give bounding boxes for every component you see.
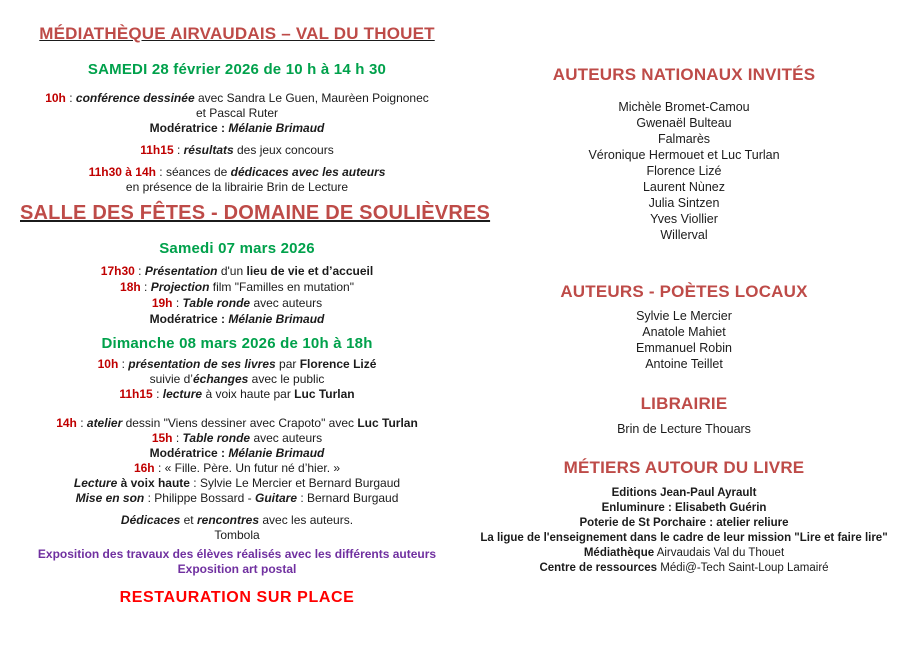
text-segment: Exposition des travaux des élèves réalisés avec les différents auteurs bbox=[37, 547, 437, 561]
text-segment: RESTAURATION SUR PLACE bbox=[119, 589, 355, 606]
schedule-line bbox=[20, 143, 454, 158]
text-segment: rencontres bbox=[196, 513, 260, 527]
section-heading-auteurs-nationaux bbox=[462, 64, 906, 85]
text-segment: atelier bbox=[86, 416, 123, 430]
note-line bbox=[20, 180, 454, 195]
schedule-line bbox=[20, 387, 454, 402]
section-heading-librairie bbox=[462, 393, 906, 414]
author-name bbox=[462, 308, 906, 324]
text-segment: Brin de Lecture Thouars bbox=[617, 422, 751, 436]
text-segment: : Sylvie Le Mercier et Bernard Burgaud bbox=[189, 476, 401, 490]
text-segment: Samedi 07 mars 2026 bbox=[159, 240, 315, 257]
text-segment: Médiathèque bbox=[583, 547, 655, 559]
text-segment: Tombola bbox=[214, 528, 260, 542]
exposition-note bbox=[20, 547, 454, 562]
text-segment: LIBRAIRIE bbox=[640, 394, 728, 413]
schedule-line bbox=[20, 372, 454, 387]
text-segment: lecture bbox=[162, 387, 203, 401]
section-heading-metiers bbox=[462, 457, 906, 478]
author-name bbox=[462, 356, 906, 372]
text-segment: Gwenaël Bulteau bbox=[636, 116, 732, 130]
author-name bbox=[462, 147, 906, 163]
text-segment: Modératrice : bbox=[149, 312, 229, 326]
text-segment: Mélanie Brimaud bbox=[228, 312, 325, 326]
text-segment: MÉTIERS AUTOUR DU LIVRE bbox=[563, 458, 805, 477]
text-segment: MÉDIATHÈQUE AIRVAUDAIS – VAL DU THOUET bbox=[39, 24, 435, 43]
author-name bbox=[462, 211, 906, 227]
restauration-note bbox=[20, 588, 454, 608]
text-segment: Laurent Nùnez bbox=[642, 180, 725, 194]
text-segment: avec les auteurs. bbox=[259, 513, 354, 527]
author-name bbox=[462, 340, 906, 356]
schedule-line bbox=[20, 491, 454, 506]
text-segment: 17h30 bbox=[100, 264, 135, 278]
text-segment: et bbox=[180, 513, 197, 527]
librairie-name bbox=[462, 421, 906, 437]
text-segment: Florence Lizé bbox=[299, 357, 377, 371]
text-segment: et Pascal Ruter bbox=[195, 106, 279, 120]
author-name bbox=[462, 115, 906, 131]
text-segment: Editions Jean-Paul Ayrault bbox=[611, 487, 757, 499]
text-segment: : bbox=[152, 387, 163, 401]
text-segment: Modératrice : bbox=[149, 121, 229, 135]
text-segment: : Philippe Bossard - bbox=[144, 491, 255, 505]
metier-line bbox=[462, 561, 906, 576]
venue-title-mediatheque bbox=[20, 24, 454, 44]
text-segment: film "Familles en mutation" bbox=[209, 280, 354, 294]
schedule-line bbox=[20, 165, 454, 180]
schedule-line bbox=[20, 431, 454, 446]
text-segment: Luc Turlan bbox=[357, 416, 418, 430]
text-segment: Mélanie Brimaud bbox=[228, 121, 325, 135]
text-segment: Modératrice : bbox=[149, 446, 229, 460]
event-date-heading bbox=[20, 60, 454, 79]
author-name bbox=[462, 131, 906, 147]
event-date-heading bbox=[20, 334, 454, 353]
text-segment: à voix haute par bbox=[202, 387, 295, 401]
note-line bbox=[20, 513, 454, 528]
text-segment: Falmarès bbox=[657, 132, 711, 146]
text-segment: 10h bbox=[45, 91, 66, 105]
exposition-note bbox=[20, 562, 454, 577]
text-segment: Présentation bbox=[144, 264, 218, 278]
text-segment: Projection bbox=[150, 280, 210, 294]
text-segment: Airvaudais Val du Thouet bbox=[654, 547, 785, 559]
text-segment: Exposition art postal bbox=[177, 561, 297, 576]
moderator-line bbox=[20, 446, 454, 461]
text-segment: Enluminure : Elisabeth Guérin bbox=[601, 502, 767, 514]
moderator-line bbox=[20, 121, 454, 136]
text-segment: AUTEURS - POÈTES LOCAUX bbox=[560, 282, 808, 301]
text-segment: 10h bbox=[97, 357, 119, 371]
text-segment: en présence de la librairie Brin de Lecture bbox=[125, 180, 349, 194]
text-segment: Table ronde bbox=[182, 431, 251, 445]
text-segment: résultats bbox=[183, 143, 234, 157]
text-segment: Table ronde bbox=[182, 296, 251, 310]
text-segment: Guitare bbox=[254, 491, 297, 505]
text-segment: SALLE DES FÊTES - DOMAINE DE SOULIÈVRES bbox=[20, 202, 491, 224]
schedule-line bbox=[20, 279, 454, 295]
text-segment: par bbox=[275, 357, 300, 371]
metier-line bbox=[462, 516, 906, 531]
text-segment: : bbox=[172, 431, 183, 445]
text-segment: Dédicaces bbox=[120, 513, 181, 527]
text-segment: Anatole Mahiet bbox=[642, 325, 726, 339]
text-segment: Dimanche 08 mars 2026 de 10h à 18h bbox=[101, 335, 373, 352]
text-segment: Yves Viollier bbox=[650, 212, 718, 226]
text-segment: Centre de ressources bbox=[539, 562, 658, 574]
text-segment: SAMEDI 28 février 2026 de 10 h à 14 h 30 bbox=[87, 61, 387, 78]
text-segment: avec auteurs bbox=[250, 296, 323, 310]
metier-line bbox=[462, 501, 906, 516]
text-segment: avec le public bbox=[248, 372, 325, 386]
author-name bbox=[462, 324, 906, 340]
text-segment: suivie d’ bbox=[149, 372, 193, 386]
note-line bbox=[20, 528, 454, 543]
schedule-line bbox=[20, 461, 454, 476]
text-segment: d'un bbox=[217, 264, 247, 278]
text-segment: 11h15 bbox=[119, 387, 153, 401]
author-name bbox=[462, 99, 906, 115]
text-segment: 16h bbox=[133, 461, 155, 475]
text-segment: 18h bbox=[120, 280, 141, 294]
text-segment: Poterie de St Porchaire : atelier reliure bbox=[579, 517, 789, 529]
right-column-participants bbox=[462, 0, 906, 576]
author-name bbox=[462, 163, 906, 179]
schedule-line bbox=[20, 106, 454, 121]
venue-title-salle-des-fetes bbox=[20, 201, 491, 225]
text-segment: : bbox=[173, 143, 184, 157]
text-segment: La ligue de l'enseignement dans le cadre de leur mission "Lire et faire lire" bbox=[480, 532, 888, 544]
text-segment: Lecture bbox=[73, 476, 118, 490]
text-segment: lieu de vie et d’accueil bbox=[246, 264, 374, 278]
text-segment: 19h bbox=[151, 296, 173, 310]
schedule-line bbox=[20, 416, 454, 431]
text-segment: : bbox=[118, 357, 129, 371]
text-segment: présentation de ses livres bbox=[128, 357, 276, 371]
author-name bbox=[462, 179, 906, 195]
text-segment: AUTEURS NATIONAUX INVITÉS bbox=[552, 65, 816, 84]
text-segment: 14h bbox=[56, 416, 77, 430]
text-segment: : bbox=[134, 264, 145, 278]
text-segment: Michèle Bromet-Camou bbox=[618, 100, 750, 114]
text-segment: avec Sandra Le Guen, Maurèen Poignonec bbox=[194, 91, 429, 105]
text-segment: : bbox=[76, 416, 87, 430]
text-segment: : Bernard Burgaud bbox=[297, 491, 399, 505]
text-segment: avec auteurs bbox=[250, 431, 323, 445]
text-segment: Luc Turlan bbox=[294, 387, 355, 401]
text-segment: Antoine Teillet bbox=[645, 357, 723, 371]
section-heading-poetes-locaux bbox=[462, 281, 906, 302]
text-segment: 15h bbox=[151, 431, 173, 445]
author-name bbox=[462, 195, 906, 211]
text-segment: : bbox=[140, 280, 151, 294]
author-name bbox=[462, 227, 906, 243]
text-segment: : séances de bbox=[155, 165, 231, 179]
schedule-line bbox=[20, 476, 454, 491]
text-segment: : « Fille. Père. Un futur né d’hier. » bbox=[154, 461, 341, 475]
schedule-line bbox=[20, 357, 454, 372]
text-segment: Florence Lizé bbox=[646, 164, 722, 178]
event-date-heading bbox=[20, 239, 454, 258]
text-segment: Willerval bbox=[660, 228, 708, 242]
text-segment: Véronique Hermouet et Luc Turlan bbox=[588, 148, 780, 162]
text-segment: des jeux concours bbox=[233, 143, 334, 157]
text-segment: dédicaces avec les auteurs bbox=[230, 165, 386, 179]
text-segment: conférence dessinée bbox=[75, 91, 195, 105]
metier-line bbox=[462, 546, 906, 561]
metier-line bbox=[462, 531, 906, 546]
text-segment: Mise en son bbox=[75, 491, 145, 505]
text-segment: Julia Sintzen bbox=[648, 196, 720, 210]
text-segment: Sylvie Le Mercier bbox=[636, 309, 732, 323]
moderator-line bbox=[20, 311, 454, 327]
text-segment: dessin "Viens dessiner avec Crapoto" avec bbox=[122, 416, 358, 430]
schedule-line bbox=[20, 295, 454, 311]
text-segment: Mélanie Brimaud bbox=[228, 446, 325, 460]
left-column-program bbox=[20, 0, 491, 608]
text-segment: Emmanuel Robin bbox=[636, 341, 732, 355]
text-segment: : bbox=[65, 91, 76, 105]
text-segment: 11h30 à 14h bbox=[88, 165, 156, 179]
text-segment: à voix haute bbox=[117, 476, 190, 490]
text-segment: : bbox=[172, 296, 183, 310]
text-segment: 11h15 bbox=[140, 143, 174, 157]
text-segment: échanges bbox=[192, 372, 249, 386]
text-segment: Médi@-Tech Saint-Loup Lamairé bbox=[657, 562, 829, 574]
schedule-line bbox=[20, 91, 454, 106]
metier-line bbox=[462, 486, 906, 501]
schedule-line bbox=[20, 263, 454, 279]
